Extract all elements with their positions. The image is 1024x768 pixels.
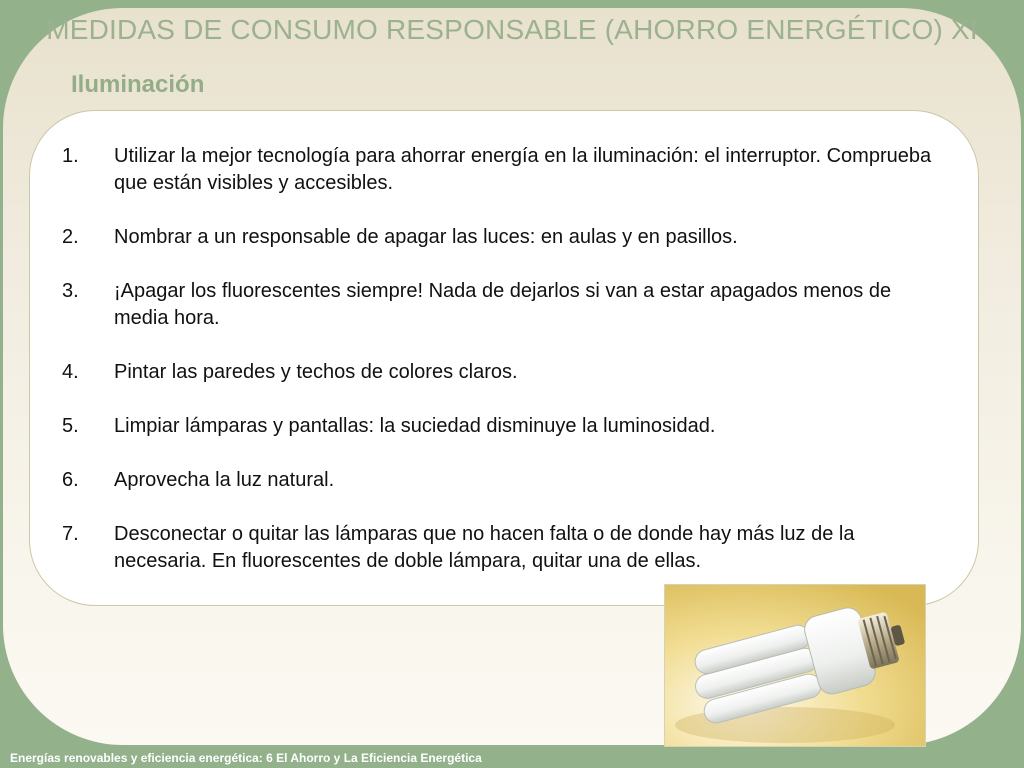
measures-list — [62, 143, 942, 575]
item-text: Limpiar lámparas y pantallas: la suciedad disminuye la luminosidad. — [114, 415, 716, 437]
list-item — [62, 521, 942, 575]
item-number: 3. — [62, 280, 79, 302]
content-box — [29, 110, 979, 606]
cfl-bulb-photo — [664, 584, 926, 747]
list-item — [62, 467, 942, 494]
list-item — [62, 359, 942, 386]
footer-text: Energías renovables y eficiencia energética: 6 El Ahorro y La Eficiencia Energética — [10, 751, 482, 765]
slide-title: MEDIDAS DE CONSUMO RESPONSABLE (AHORRO ENERGÉTICO) XI — [46, 14, 978, 45]
cfl-bulb-icon — [665, 585, 925, 746]
item-number: 7. — [62, 523, 79, 545]
item-number: 1. — [62, 145, 79, 167]
item-number: 5. — [62, 415, 79, 437]
item-number: 2. — [62, 226, 79, 248]
item-text: Utilizar la mejor tecnología para ahorrar energía en la iluminación: el interruptor. Comprueba que están visibles y accesibles. — [114, 145, 932, 194]
list-item — [62, 278, 942, 332]
item-text: Desconectar o quitar las lámparas que no hacen falta o de donde hay más luz de la necesaria. En fluorescentes de doble lámpara, quitar una de ellas. — [114, 523, 855, 572]
item-number: 4. — [62, 361, 79, 383]
list-item — [62, 143, 942, 197]
item-text: Aprovecha la luz natural. — [114, 469, 335, 491]
slide-subtitle: Iluminación — [71, 71, 205, 98]
item-number: 6. — [62, 469, 79, 491]
item-text: ¡Apagar los fluorescentes siempre! Nada de dejarlos si van a estar apagados menos de media hora. — [114, 280, 892, 329]
item-text: Nombrar a un responsable de apagar las luces: en aulas y en pasillos. — [114, 226, 738, 248]
list-item — [62, 413, 942, 440]
item-text: Pintar las paredes y techos de colores claros. — [114, 361, 518, 383]
list-item — [62, 224, 942, 251]
